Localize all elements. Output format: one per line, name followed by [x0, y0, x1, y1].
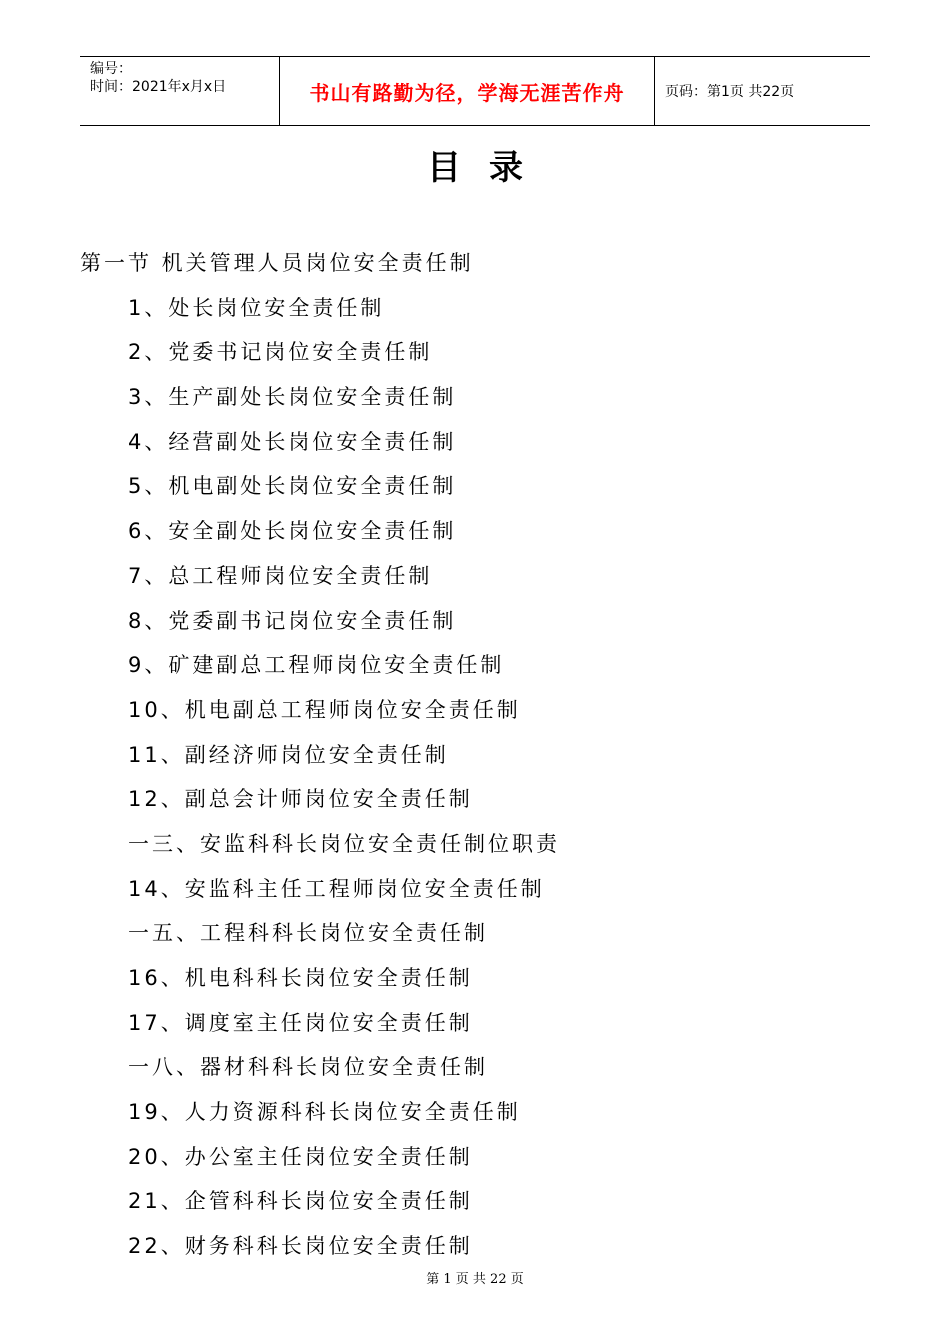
toc-item: 19、人力资源科科长岗位安全责任制	[128, 1100, 521, 1125]
toc-item: 1、处长岗位安全责任制	[128, 295, 385, 320]
time-label: 时间：2021年x月x日	[90, 79, 227, 95]
header-motto: 书山有路勤为径，学海无涯苦作舟	[280, 57, 655, 125]
toc-item: 8、党委副书记岗位安全责任制	[128, 608, 457, 633]
table-of-contents	[80, 241, 880, 1269]
toc-item: 4、经营副处长岗位安全责任制	[128, 429, 457, 454]
toc-item: 20、办公室主任岗位安全责任制	[128, 1144, 473, 1169]
toc-item: 17、调度室主任岗位安全责任制	[128, 1010, 473, 1035]
toc-item: 9、矿建副总工程师岗位安全责任制	[128, 653, 505, 678]
toc-section-heading: 第一节 机关管理人员岗位安全责任制	[80, 251, 474, 275]
toc-item: 一三、安监科科长岗位安全责任制位职责	[128, 831, 560, 856]
toc-item: 12、副总会计师岗位安全责任制	[128, 787, 473, 812]
header-page-label: 页码：第1页 共22页	[665, 84, 795, 100]
page-title	[0, 146, 950, 190]
toc-item: 21、企管科科长岗位安全责任制	[128, 1189, 473, 1214]
toc-item: 7、总工程师岗位安全责任制	[128, 563, 433, 588]
toc-item: 14、安监科主任工程师岗位安全责任制	[128, 876, 545, 901]
toc-item: 2、党委书记岗位安全责任制	[128, 340, 433, 365]
toc-item: 16、机电科科长岗位安全责任制	[128, 966, 473, 990]
toc-item: 3、生产副处长岗位安全责任制	[128, 385, 457, 410]
page-title-text: 目录	[427, 148, 551, 188]
toc-item: 22、财务科科长岗位安全责任制	[128, 1234, 473, 1259]
toc-item: 11、副经济师岗位安全责任制	[128, 742, 449, 767]
toc-item: 一八、器材科科长岗位安全责任制	[128, 1055, 488, 1080]
number-label: 编号：	[90, 61, 132, 77]
toc-item: 5、机电副处长岗位安全责任制	[128, 474, 457, 499]
header-meta	[80, 57, 280, 125]
page-header	[80, 56, 870, 126]
toc-item: 一五、工程科科长岗位安全责任制	[128, 921, 488, 946]
toc-item: 6、安全副处长岗位安全责任制	[128, 519, 457, 544]
toc-item: 10、机电副总工程师岗位安全责任制	[128, 697, 521, 722]
page-footer: 第 1 页 共 22 页	[426, 1272, 524, 1287]
